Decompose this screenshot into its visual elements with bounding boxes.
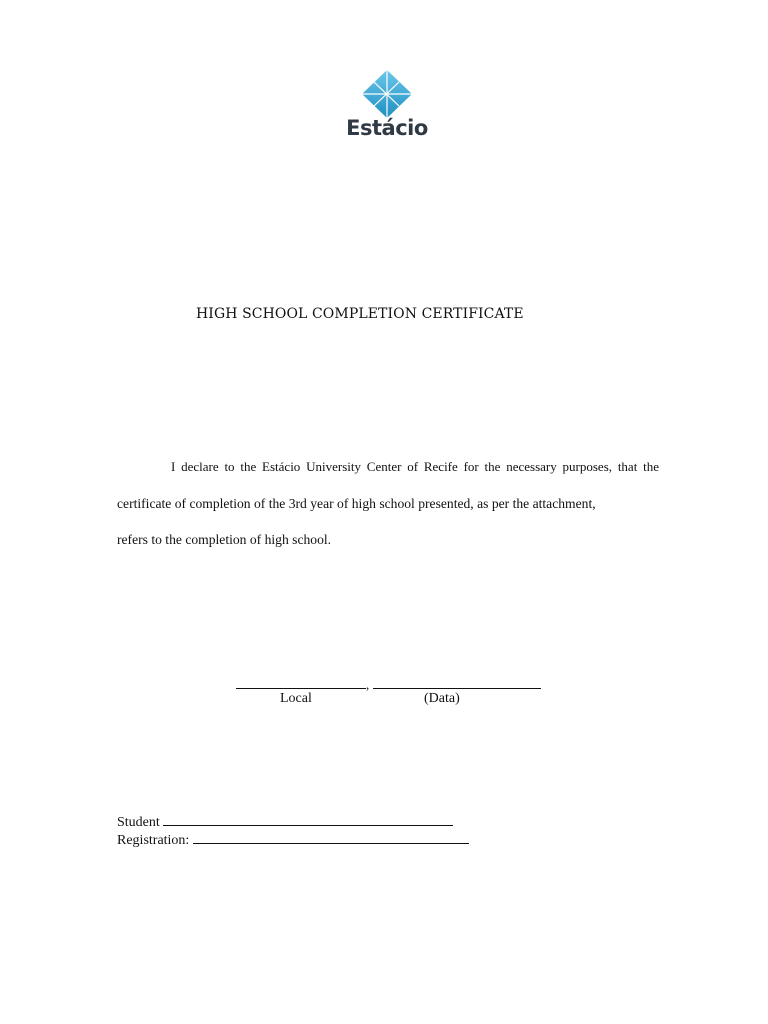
student-label: Student	[117, 815, 160, 830]
declaration-line-3: refers to the completion of high school.	[117, 532, 332, 547]
local-label: Local	[280, 691, 312, 706]
student-field	[117, 815, 453, 831]
diamond-grid-logo-icon	[360, 70, 414, 118]
declaration-line-2: certificate of completion of the 3rd year of high school presented, as per the attachment,	[117, 496, 596, 511]
student-blank	[163, 815, 453, 826]
local-blank	[236, 678, 366, 689]
registration-label: Registration:	[117, 833, 190, 848]
document-title: HIGH SCHOOL COMPLETION CERTIFICATE	[196, 306, 524, 322]
declaration-line-1: I declare to the Estácio University Center of Recife for the necessary purposes, that the	[171, 459, 659, 474]
logo-wordmark: Estácio	[346, 116, 428, 140]
comma-separator: ,	[366, 677, 370, 692]
registration-field	[117, 833, 469, 849]
registration-blank	[193, 833, 469, 844]
date-label: (Data)	[424, 691, 460, 706]
date-blank	[373, 678, 541, 689]
estacio-logo	[340, 70, 434, 142]
